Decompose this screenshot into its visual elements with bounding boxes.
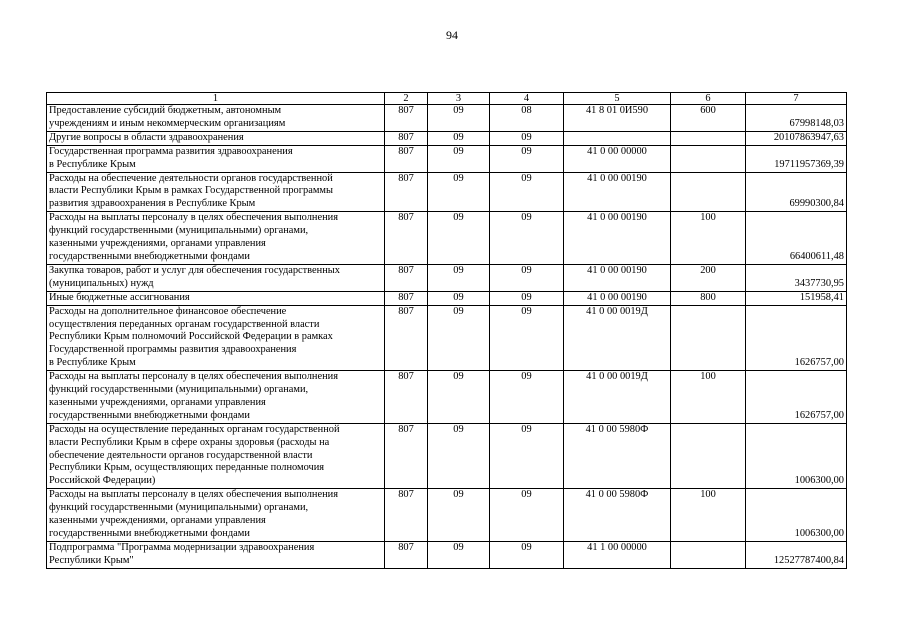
table-row bbox=[47, 541, 847, 568]
amount-cell: 67998148,03 bbox=[746, 105, 847, 132]
section-code-cell: 09 bbox=[428, 371, 490, 424]
ministry-code-cell: 807 bbox=[385, 541, 428, 568]
expense-name-cell: Расходы на осуществление переданных органам государственной власти Республики Крым в сфере охраны здоровья (расходы на обеспечение деятельности органов государственной власти Республики Крым, осуществляющих переданные полномочия Российской Федерации) bbox=[47, 423, 385, 489]
target-article-code-cell: 41 1 00 00000 bbox=[564, 541, 671, 568]
expense-type-code-cell: 200 bbox=[671, 264, 746, 291]
section-code-cell: 09 bbox=[428, 212, 490, 265]
subsection-code-cell: 09 bbox=[490, 145, 564, 172]
expense-name-cell: Расходы на выплаты персоналу в целях обеспечения выполнения функций государственными (муниципальными) органами, казенными учреждениями, органами управления государственными внебюджетными фондами bbox=[47, 371, 385, 424]
subsection-code-cell: 09 bbox=[490, 541, 564, 568]
expense-type-code-cell: 100 bbox=[671, 212, 746, 265]
expense-type-code-cell bbox=[671, 423, 746, 489]
table-row bbox=[47, 145, 847, 172]
section-code-cell: 09 bbox=[428, 423, 490, 489]
table-row bbox=[47, 131, 847, 145]
target-article-code-cell: 41 0 00 00190 bbox=[564, 291, 671, 305]
expense-type-code-cell bbox=[671, 172, 746, 212]
target-article-code-cell: 41 8 01 0И590 bbox=[564, 105, 671, 132]
table-row bbox=[47, 423, 847, 489]
page-number: 94 bbox=[446, 28, 458, 42]
section-code-cell: 09 bbox=[428, 264, 490, 291]
expense-type-code-cell bbox=[671, 131, 746, 145]
subsection-code-cell: 09 bbox=[490, 305, 564, 371]
ministry-code-cell: 807 bbox=[385, 305, 428, 371]
header-cell-2: 2 bbox=[385, 93, 428, 105]
header-row bbox=[47, 93, 847, 105]
subsection-code-cell: 09 bbox=[490, 489, 564, 542]
subsection-code-cell: 09 bbox=[490, 172, 564, 212]
section-code-cell: 09 bbox=[428, 291, 490, 305]
header-cell-3: 3 bbox=[428, 93, 490, 105]
table-row bbox=[47, 305, 847, 371]
amount-cell: 66400611,48 bbox=[746, 212, 847, 265]
expense-name-cell: Расходы на дополнительное финансовое обеспечение осуществления переданных органам государственной власти Республики Крым полномочий Российской Федерации в рамках Государственной программы развития здравоохранения в Республике Крым bbox=[47, 305, 385, 371]
section-code-cell: 09 bbox=[428, 172, 490, 212]
amount-cell: 1626757,00 bbox=[746, 371, 847, 424]
expense-name-cell: Закупка товаров, работ и услуг для обеспечения государственных (муниципальных) нужд bbox=[47, 264, 385, 291]
ministry-code-cell: 807 bbox=[385, 172, 428, 212]
subsection-code-cell: 09 bbox=[490, 131, 564, 145]
subsection-code-cell: 09 bbox=[490, 212, 564, 265]
expense-name-cell: Иные бюджетные ассигнования bbox=[47, 291, 385, 305]
section-code-cell: 09 bbox=[428, 105, 490, 132]
table-row bbox=[47, 291, 847, 305]
ministry-code-cell: 807 bbox=[385, 423, 428, 489]
expense-type-code-cell bbox=[671, 305, 746, 371]
subsection-code-cell: 09 bbox=[490, 291, 564, 305]
section-code-cell: 09 bbox=[428, 541, 490, 568]
budget-table-body bbox=[47, 93, 847, 569]
amount-cell: 69990300,84 bbox=[746, 172, 847, 212]
table-row bbox=[47, 264, 847, 291]
section-code-cell: 09 bbox=[428, 489, 490, 542]
amount-cell: 3437730,95 bbox=[746, 264, 847, 291]
expense-name-cell: Государственная программа развития здравоохранения в Республике Крым bbox=[47, 145, 385, 172]
expense-type-code-cell: 600 bbox=[671, 105, 746, 132]
target-article-code-cell: 41 0 00 5980Ф bbox=[564, 489, 671, 542]
ministry-code-cell: 807 bbox=[385, 145, 428, 172]
amount-cell: 1626757,00 bbox=[746, 305, 847, 371]
expense-name-cell: Расходы на выплаты персоналу в целях обеспечения выполнения функций государственными (муниципальными) органами, казенными учреждениями, органами управления государственными внебюджетными фондами bbox=[47, 489, 385, 542]
ministry-code-cell: 807 bbox=[385, 371, 428, 424]
expense-name-cell: Другие вопросы в области здравоохранения bbox=[47, 131, 385, 145]
header-cell-5: 5 bbox=[564, 93, 671, 105]
subsection-code-cell: 09 bbox=[490, 423, 564, 489]
amount-cell: 1006300,00 bbox=[746, 423, 847, 489]
header-cell-7: 7 bbox=[746, 93, 847, 105]
subsection-code-cell: 08 bbox=[490, 105, 564, 132]
target-article-code-cell: 41 0 00 00190 bbox=[564, 264, 671, 291]
table-row bbox=[47, 105, 847, 132]
target-article-code-cell bbox=[564, 131, 671, 145]
ministry-code-cell: 807 bbox=[385, 291, 428, 305]
expense-type-code-cell: 100 bbox=[671, 489, 746, 542]
expense-type-code-cell bbox=[671, 541, 746, 568]
amount-cell: 19711957369,39 bbox=[746, 145, 847, 172]
ministry-code-cell: 807 bbox=[385, 489, 428, 542]
target-article-code-cell: 41 0 00 0019Д bbox=[564, 371, 671, 424]
target-article-code-cell: 41 0 00 00190 bbox=[564, 212, 671, 265]
expense-name-cell: Подпрограмма "Программа модернизации здравоохранения Республики Крым" bbox=[47, 541, 385, 568]
ministry-code-cell: 807 bbox=[385, 264, 428, 291]
target-article-code-cell: 41 0 00 0019Д bbox=[564, 305, 671, 371]
target-article-code-cell: 41 0 00 5980Ф bbox=[564, 423, 671, 489]
section-code-cell: 09 bbox=[428, 131, 490, 145]
target-article-code-cell: 41 0 00 00190 bbox=[564, 172, 671, 212]
header-cell-4: 4 bbox=[490, 93, 564, 105]
expense-name-cell: Расходы на выплаты персоналу в целях обеспечения выполнения функций государственными (муниципальными) органами, казенными учреждениями, органами управления государственными внебюджетными фондами bbox=[47, 212, 385, 265]
subsection-code-cell: 09 bbox=[490, 371, 564, 424]
table-row bbox=[47, 489, 847, 542]
expense-name-cell: Расходы на обеспечение деятельности органов государственной власти Республики Крым в рамках Государственной программы развития здравоохранения в Республике Крым bbox=[47, 172, 385, 212]
section-code-cell: 09 bbox=[428, 145, 490, 172]
table-row bbox=[47, 212, 847, 265]
subsection-code-cell: 09 bbox=[490, 264, 564, 291]
expense-type-code-cell: 100 bbox=[671, 371, 746, 424]
expense-name-cell: Предоставление субсидий бюджетным, автономным учреждениям и иным некоммерческим организациям bbox=[47, 105, 385, 132]
header-cell-1: 1 bbox=[47, 93, 385, 105]
table-row bbox=[47, 371, 847, 424]
target-article-code-cell: 41 0 00 00000 bbox=[564, 145, 671, 172]
amount-cell: 12527787400,84 bbox=[746, 541, 847, 568]
ministry-code-cell: 807 bbox=[385, 212, 428, 265]
budget-table bbox=[46, 92, 847, 569]
amount-cell: 20107863947,63 bbox=[746, 131, 847, 145]
header-cell-6: 6 bbox=[671, 93, 746, 105]
section-code-cell: 09 bbox=[428, 305, 490, 371]
table-row bbox=[47, 172, 847, 212]
ministry-code-cell: 807 bbox=[385, 131, 428, 145]
expense-type-code-cell: 800 bbox=[671, 291, 746, 305]
expense-type-code-cell bbox=[671, 145, 746, 172]
amount-cell: 1006300,00 bbox=[746, 489, 847, 542]
ministry-code-cell: 807 bbox=[385, 105, 428, 132]
amount-cell: 151958,41 bbox=[746, 291, 847, 305]
